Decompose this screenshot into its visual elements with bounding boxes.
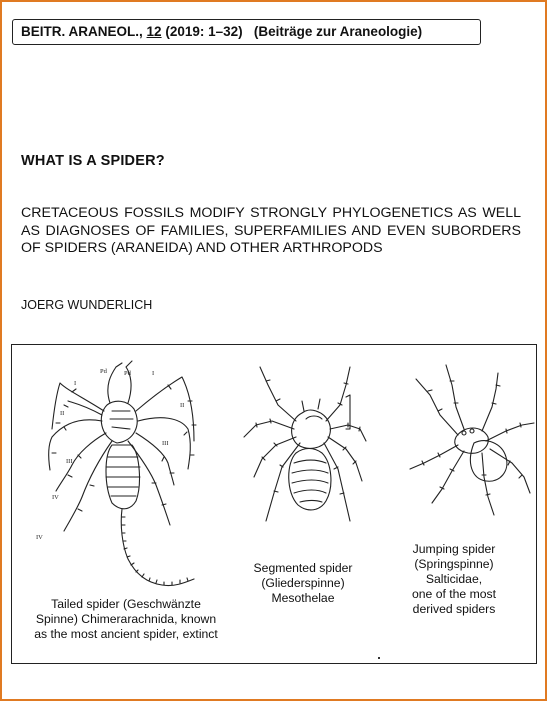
svg-text:Pd: Pd bbox=[100, 368, 107, 375]
journal-volume: 12 bbox=[146, 24, 162, 39]
caption-segmented-spider: Segmented spider (Gliederspinne) Mesothelae bbox=[253, 561, 353, 605]
article-subtitle: CRETACEOUS FOSSILS MODIFY STRONGLY PHYLOGENETICS AS WELL AS DIAGNOSES OF FAMILIES, SUPERFAMILIES AND EVEN SUBORDERS OF SPIDERS (ARANEIDA) AND OTHER ARTHROPODS bbox=[21, 205, 521, 256]
spider-figure bbox=[11, 344, 537, 664]
svg-text:III: III bbox=[66, 458, 73, 465]
svg-text:I: I bbox=[74, 380, 77, 387]
article-title: WHAT IS A SPIDER? bbox=[21, 153, 165, 169]
svg-text:I: I bbox=[152, 370, 155, 377]
caption-jumping-spider: Jumping spider (Springspinne) Salticidae, one of the most derived spiders bbox=[411, 542, 496, 616]
segmented-spider-drawing bbox=[244, 367, 366, 521]
jumping-spider-drawing bbox=[410, 365, 534, 515]
caption-tailed-spider: Tailed spider (Geschwänzte Spinne) Chimerarachnida, known as the most ancient spider, extinct bbox=[34, 597, 218, 641]
journal-citation-box bbox=[12, 19, 481, 45]
svg-text:III: III bbox=[162, 440, 169, 447]
svg-text:Pd: Pd bbox=[124, 370, 131, 377]
journal-abbrev: BEITR. ARANEOL., bbox=[21, 24, 143, 39]
journal-issue-info: (2019: 1–32) bbox=[165, 24, 243, 39]
journal-full-name: (Beiträge zur Araneologie) bbox=[253, 24, 423, 39]
tailed-spider-drawing bbox=[36, 361, 196, 586]
svg-text:IV: IV bbox=[36, 534, 43, 541]
svg-text:II: II bbox=[180, 402, 185, 409]
article-author: JOERG WUNDERLICH bbox=[21, 298, 153, 312]
svg-text:IV: IV bbox=[52, 494, 59, 501]
svg-text:II: II bbox=[60, 410, 65, 417]
figure-dot-mark bbox=[378, 657, 380, 659]
